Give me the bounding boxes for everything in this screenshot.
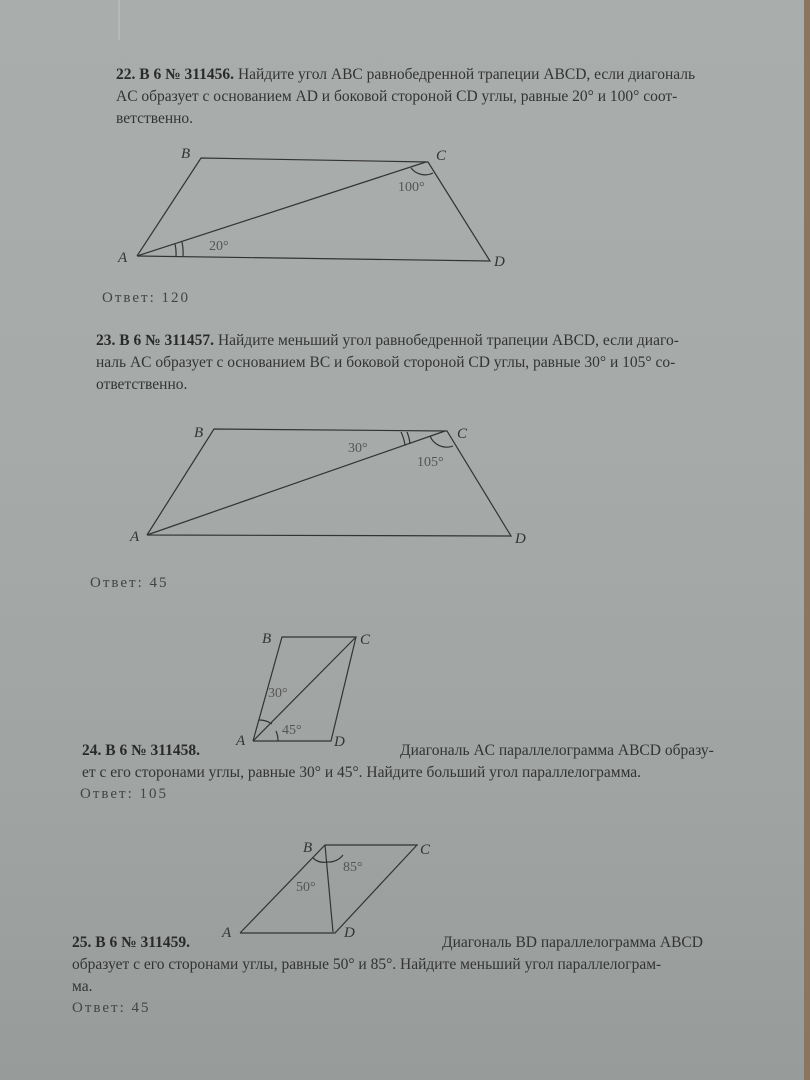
answer-label: Ответ: xyxy=(80,786,134,802)
answer-value: 45 xyxy=(131,1000,151,1016)
problem-line: ет с его сторонами углы, равные 30° и 45°. Найдите больший угол параллелограмма. xyxy=(82,764,642,781)
vertex-a: A xyxy=(236,733,246,749)
problem-line: ветственно. xyxy=(116,110,194,127)
problem-25-text xyxy=(72,932,782,998)
answer-value: 105 xyxy=(139,786,169,802)
problem-line: Найдите меньший угол равнобедренной трапеции ABCD, если диаго- xyxy=(217,332,679,349)
vertex-b: B xyxy=(194,425,204,441)
vertex-d: D xyxy=(334,734,345,750)
problem-line: образует с его сторонами углы, равные 50° и 85°. Найдите меньший угол параллелограм- xyxy=(72,956,662,973)
problem-line: Диагональ BD параллелограмма ABCD xyxy=(442,934,703,951)
vertex-d: D xyxy=(344,925,355,941)
angle-label: 85° xyxy=(343,860,363,875)
problem-line: Диагональ AC параллелограмма ABCD образу- xyxy=(400,742,714,759)
answer-25 xyxy=(72,1000,151,1017)
angle-label: 30° xyxy=(268,686,288,701)
answer-label: Ответ: xyxy=(102,290,156,306)
vertex-c: C xyxy=(457,426,468,442)
angle-label: 45° xyxy=(282,723,302,738)
angle-label: 20° xyxy=(209,239,229,254)
answer-label: Ответ: xyxy=(72,1000,126,1016)
vertex-a: A xyxy=(118,250,128,266)
vertex-c: C xyxy=(420,842,431,858)
problem-number: 24. xyxy=(82,742,102,759)
answer-value: 120 xyxy=(161,290,191,306)
vertex-a: A xyxy=(130,529,140,545)
problem-line: наль AC образует с основанием BC и боковой стороной CD углы, равные 30° и 105° со- xyxy=(96,354,676,371)
problem-code: B 6 № 311456. xyxy=(139,66,235,83)
vertex-b: B xyxy=(262,631,272,647)
problem-line: ма. xyxy=(72,978,93,995)
angle-label: 30° xyxy=(348,441,368,456)
problem-line: ответственно. xyxy=(96,376,188,393)
angle-label: 105° xyxy=(417,455,444,470)
vertex-d: D xyxy=(515,531,526,547)
vertex-c: C xyxy=(360,632,371,648)
problem-line: AC образует с основанием AD и боковой стороной CD углы, равные 20° и 100° соот- xyxy=(116,88,678,105)
vertex-b: B xyxy=(303,840,313,856)
answer-value: 45 xyxy=(149,575,169,591)
vertex-d: D xyxy=(494,254,505,270)
problem-number: 22. xyxy=(116,66,136,83)
vertex-c: C xyxy=(436,148,447,164)
vertex-a: A xyxy=(222,925,232,941)
problem-number: 23. xyxy=(96,332,116,349)
problem-code: B 6 № 311457. xyxy=(119,332,215,349)
problem-code: B 6 № 311458. xyxy=(105,742,201,759)
problem-code: B 6 № 311459. xyxy=(95,934,191,951)
problem-number: 25. xyxy=(72,934,92,951)
angle-label: 100° xyxy=(398,180,425,195)
problem-line: Найдите угол ABC равнобедренной трапеции ABCD, если диагональ xyxy=(237,66,696,83)
answer-label: Ответ: xyxy=(90,575,144,591)
angle-label: 50° xyxy=(296,880,316,895)
vertex-b: B xyxy=(181,146,191,162)
